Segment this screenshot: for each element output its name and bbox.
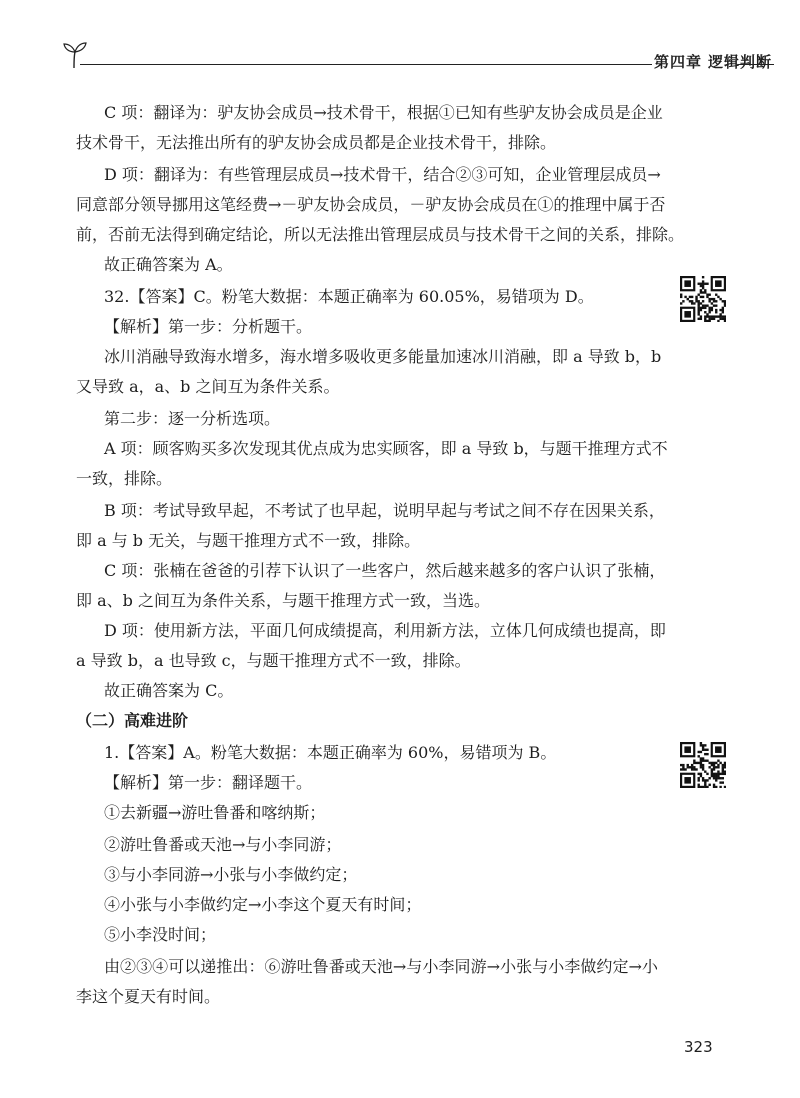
header-rule-right: [738, 64, 774, 65]
text-line: 1.【答案】A。粉笔大数据：本题正确率为 60%，易错项为 B。: [104, 743, 557, 762]
text-line: 又导致 a，a、b 之间互为条件关系。: [76, 377, 340, 396]
text-line: ④小张与小李做约定→小李这个夏天有时间；: [104, 895, 422, 914]
sprout-icon: [62, 40, 88, 70]
text-line: 即 a、b 之间互为条件关系，与题干推理方式一致，当选。: [76, 591, 490, 610]
text-line: D 项：翻译为：有些管理层成员→技术骨干，结合②③可知，企业管理层成员→: [104, 165, 661, 184]
chapter-label: 第四章: [654, 53, 703, 71]
text-line: 同意部分领导挪用这笔经费→－驴友协会成员，－驴友协会成员在①的推理中属于否: [76, 195, 666, 214]
text-line: ①去新疆→游吐鲁番和喀纳斯；: [104, 803, 326, 822]
text-line: C 项：翻译为：驴友协会成员→技术骨干，根据①已知有些驴友协会成员是企业: [104, 103, 663, 122]
text-line: 【解析】第一步：翻译题干。: [104, 773, 313, 792]
header-rule: [80, 64, 652, 65]
section-title: （二）高难进阶: [76, 711, 189, 730]
text-line: 32.【答案】C。粉笔大数据：本题正确率为 60.05%，易错项为 D。: [104, 287, 594, 306]
text-line: ③与小李同游→小张与小李做约定；: [104, 865, 358, 884]
text-line: 一致，排除。: [76, 469, 173, 488]
text-line: 李这个夏天有时间。: [76, 987, 221, 1006]
text-line: C 项：张楠在爸爸的引荐下认识了一些客户，然后越来越多的客户认识了张楠，: [104, 561, 666, 580]
text-line: B 项：考试导致早起，不考试了也早起，说明早起与考试之间不存在因果关系，: [104, 501, 665, 520]
text-line: 第二步：逐一分析选项。: [104, 409, 281, 428]
page-number: 323: [684, 1038, 713, 1056]
text-line: ⑤小李没时间；: [104, 925, 217, 944]
text-line: 前，否前无法得到确定结论，所以无法推出管理层成员与技术骨干之间的关系，排除。: [76, 225, 685, 244]
text-line: ②游吐鲁番或天池→与小李同游；: [104, 835, 342, 854]
qr-code-icon[interactable]: [680, 276, 726, 322]
text-line: 即 a 与 b 无关，与题干推理方式不一致，排除。: [76, 531, 421, 550]
text-line: 故正确答案为 C。: [104, 681, 234, 700]
text-line: A 项：顾客购买多次发现其优点成为忠实顾客，即 a 导致 b，与题干推理方式不: [104, 439, 668, 458]
running-header: [62, 38, 774, 72]
text-line: 【解析】第一步：分析题干。: [104, 317, 313, 336]
text-line: 冰川消融导致海水增多，海水增多吸收更多能量加速冰川消融，即 a 导致 b，b: [104, 347, 662, 366]
text-line: a 导致 b，a 也导致 c，与题干推理方式不一致，排除。: [76, 651, 471, 670]
text-line: D 项：使用新方法，平面几何成绩提高，利用新方法，立体几何成绩也提高，即: [104, 621, 666, 640]
chapter-title: 逻辑判断: [708, 53, 773, 71]
text-line: 技术骨干，无法推出所有的驴友协会成员都是企业技术骨干，排除。: [76, 133, 557, 152]
qr-code-icon[interactable]: [680, 742, 726, 788]
text-line: 由②③④可以递推出：⑥游吐鲁番或天池→与小李同游→小张与小李做约定→小: [104, 957, 658, 976]
text-line: 故正确答案为 A。: [104, 255, 233, 274]
